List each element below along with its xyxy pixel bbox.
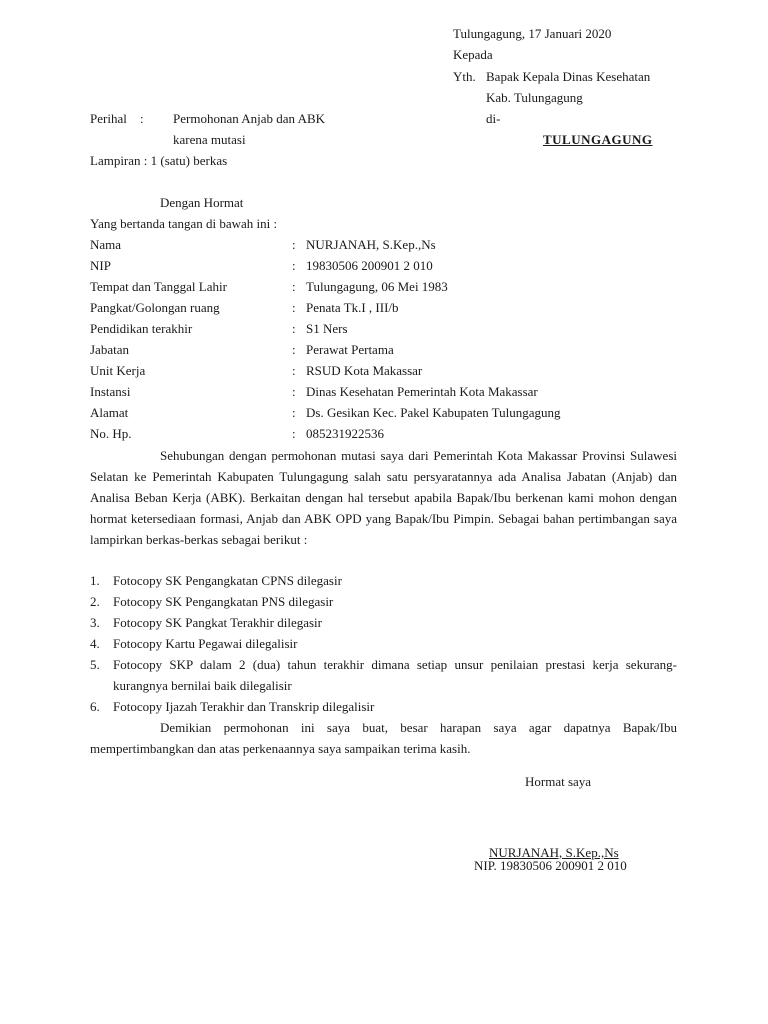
- list-item-number: 6.: [90, 699, 100, 714]
- identity-label: Jabatan: [90, 342, 129, 357]
- list-item-number: 2.: [90, 594, 100, 609]
- list-item-number: 5.: [90, 657, 100, 672]
- identity-label: Alamat: [90, 405, 129, 420]
- addressee-line-2: Kab. Tulungagung: [486, 90, 583, 105]
- regards: Hormat saya: [525, 774, 592, 789]
- addressee-di: di-: [486, 111, 501, 126]
- identity-colon: :: [292, 426, 296, 441]
- identity-colon: :: [292, 342, 296, 357]
- place-date: Tulungagung, 17 Januari 2020: [453, 26, 612, 41]
- perihal-line-2: karena mutasi: [173, 132, 246, 147]
- identity-colon: :: [292, 300, 296, 315]
- identity-value: RSUD Kota Makassar: [306, 363, 423, 378]
- perihal-colon: :: [140, 111, 144, 126]
- yth-prefix: Yth.: [453, 69, 476, 84]
- identity-colon: :: [292, 321, 296, 336]
- identity-label: Nama: [90, 237, 122, 252]
- identity-label: Unit Kerja: [90, 363, 146, 378]
- identity-value: Penata Tk.I , III/b: [306, 300, 399, 315]
- identity-label: Pendidikan terakhir: [90, 321, 193, 336]
- identity-colon: :: [292, 237, 296, 252]
- identity-colon: :: [292, 258, 296, 273]
- identity-colon: :: [292, 363, 296, 378]
- signer-name: NURJANAH, S.Kep.,Ns: [489, 845, 619, 860]
- intro-line: Yang bertanda tangan di bawah ini :: [90, 216, 278, 231]
- list-item-text: Fotocopy SK Pengangkatan PNS dilegasir: [113, 594, 334, 609]
- identity-value: Perawat Pertama: [306, 342, 394, 357]
- list-item-text: Fotocopy SKP dalam 2 (dua) tahun terakhir dimana setiap unsur penilaian prestasi kerja sekurang-kurangnya bernilai baik dilegalisir: [113, 657, 677, 693]
- addressee-line-1: Bapak Kepala Dinas Kesehatan: [486, 69, 651, 84]
- identity-label: NIP: [90, 258, 111, 273]
- identity-label: Instansi: [90, 384, 131, 399]
- body-paragraph: Sehubungan dengan permohonan mutasi saya dari Pemerintah Kota Makassar Provinsi Sulawesi Selatan ke Pemerintah Kabupaten Tulungagung salah satu persyaratannya ada Analisa Jabatan (Anjab) dan Analisa Beban Kerja (ABK). Berkaitan dengan hal tersebut apabila Bapak/Ibu berkenan kami mohon dengan hormat ketersediaan formasi, Anjab dan ABK OPD yang Bapak/Ibu Pimpin. Sebagai bahan pertimbangan saya lampirkan berkas-berkas sebagai berikut :: [90, 448, 677, 547]
- identity-label: Pangkat/Golongan ruang: [90, 300, 220, 315]
- identity-value: Dinas Kesehatan Pemerintah Kota Makassar: [306, 384, 538, 399]
- addressee-city: TULUNGAGUNG: [543, 132, 653, 147]
- perihal-line-1: Permohonan Anjab dan ABK: [173, 111, 326, 126]
- identity-value: 085231922536: [306, 426, 384, 441]
- greeting: Dengan Hormat: [160, 195, 244, 210]
- identity-value: Ds. Gesikan Kec. Pakel Kabupaten Tulungagung: [306, 405, 561, 420]
- list-item-text: Fotocopy Kartu Pegawai dilegalisir: [113, 636, 298, 651]
- list-item-number: 1.: [90, 573, 100, 588]
- closing-paragraph: Demikian permohonan ini saya buat, besar harapan saya agar dapatnya Bapak/Ibu mempertimbangkan dan atas perkenaannya saya sampaikan terima kasih.: [90, 720, 677, 756]
- kepada-label: Kepada: [453, 47, 493, 62]
- identity-colon: :: [292, 279, 296, 294]
- list-item-text: Fotocopy Ijazah Terakhir dan Transkrip dilegalisir: [113, 699, 375, 714]
- signer-nip: NIP. 19830506 200901 2 010: [474, 858, 627, 873]
- list-item-number: 4.: [90, 636, 100, 651]
- lampiran: Lampiran : 1 (satu) berkas: [90, 153, 228, 168]
- identity-value: 19830506 200901 2 010: [306, 258, 433, 273]
- list-item-text: Fotocopy SK Pengangkatan CPNS dilegasir: [113, 573, 342, 588]
- identity-value: S1 Ners: [306, 321, 348, 336]
- identity-label: Tempat dan Tanggal Lahir: [90, 279, 227, 294]
- list-item-number: 3.: [90, 615, 100, 630]
- list-item-text: Fotocopy SK Pangkat Terakhir dilegasir: [113, 615, 322, 630]
- identity-value: NURJANAH, S.Kep.,Ns: [306, 237, 436, 252]
- identity-colon: :: [292, 384, 296, 399]
- perihal-label: Perihal: [90, 111, 127, 126]
- identity-label: No. Hp.: [90, 426, 132, 441]
- identity-colon: :: [292, 405, 296, 420]
- identity-value: Tulungagung, 06 Mei 1983: [306, 279, 448, 294]
